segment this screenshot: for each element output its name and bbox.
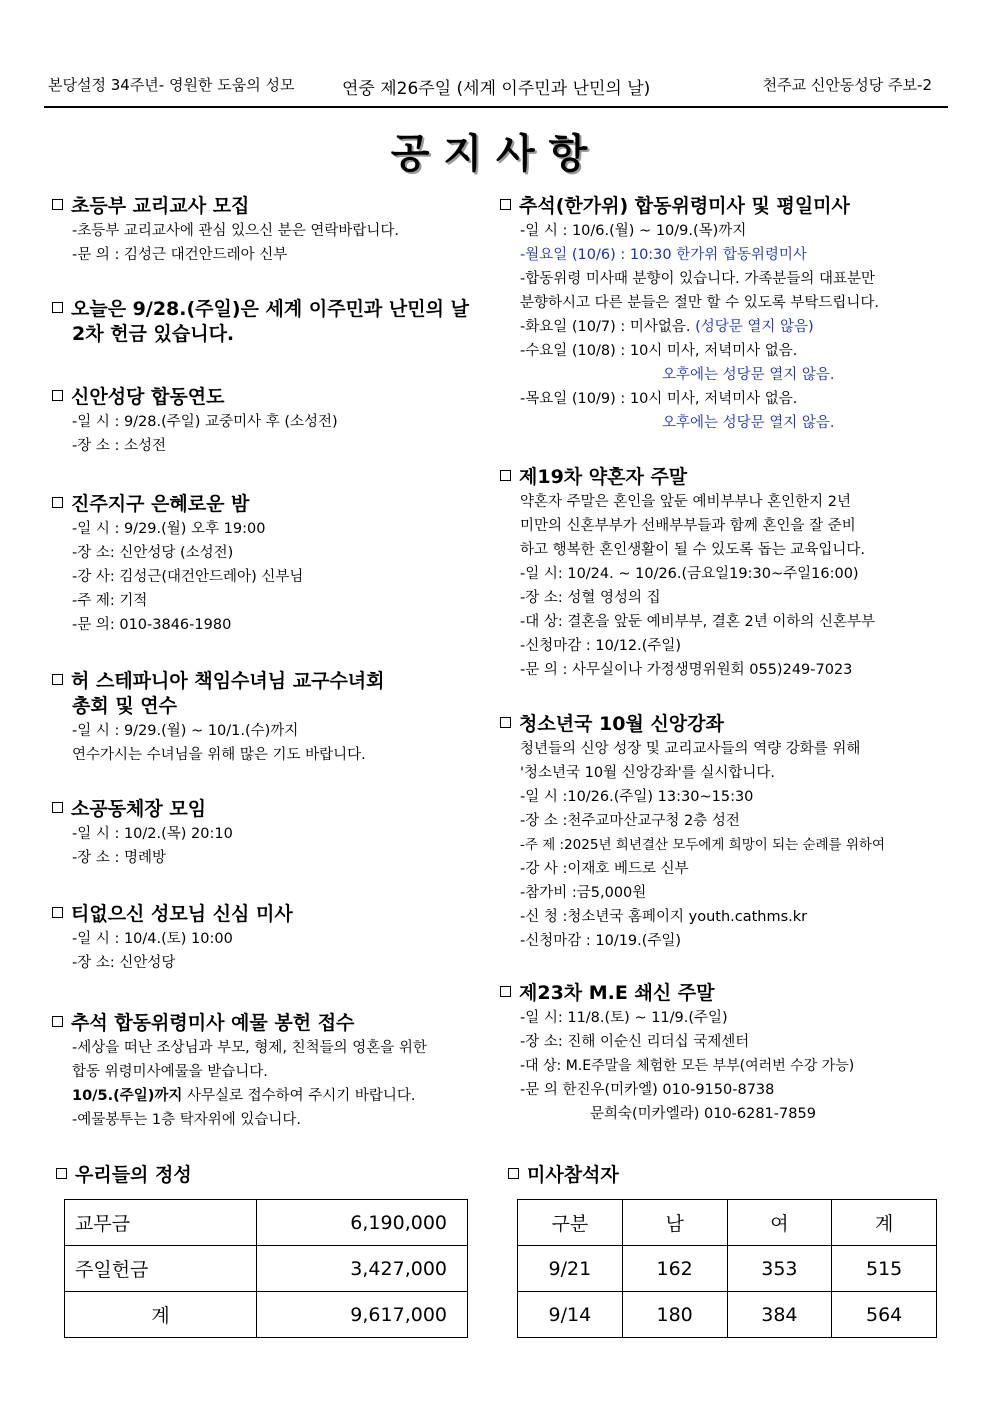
offering-value: 3,427,000 (257, 1246, 468, 1292)
section-title: 허 스테파니아 책임수녀님 교구수녀회 (71, 670, 385, 692)
notice-line: -일 시 : 10/6.(월) ~ 10/9.(목)까지 (520, 223, 747, 239)
table-cell: 515 (832, 1246, 937, 1292)
notice-line: -합동위령 미사때 분향이 있습니다. 가족분들의 대표분만 (520, 271, 876, 287)
section-title: 추석(한가위) 합동위령미사 및 평일미사 (519, 195, 850, 217)
table-cell: 384 (727, 1292, 832, 1338)
section-title-cont: 2차 헌금 있습니다. (72, 323, 235, 345)
checkbox-icon (500, 199, 511, 210)
notice-line: -목요일 (10/9) : 10시 미사, 저녁미사 없음. (520, 391, 798, 407)
notice-line: 분향하시고 다른 분들은 절만 할 수 있도록 부탁드립니다. (520, 295, 880, 311)
section-title: 소공동체장 모임 (71, 798, 207, 820)
notice-line: -장 소: 신안성당 (72, 955, 176, 971)
checkbox-icon (52, 390, 63, 401)
notice-line: -문 의: 010-3846-1980 (72, 617, 232, 633)
deadline-text: 10/5.(주일)까지 (72, 1088, 183, 1104)
section-title: 티없으신 성모님 신심 미사 (71, 903, 293, 925)
notice-line: -예물봉투는 1층 탁자위에 있습니다. (72, 1112, 301, 1128)
notice-youth-lecture (500, 712, 940, 953)
attendance-title-text: 미사참석자 (527, 1164, 619, 1186)
section-title: 제23차 M.E 쇄신 주말 (519, 982, 715, 1004)
notice-line (52, 1084, 492, 1108)
notice-line: -대 상: M.E주말을 체험한 모든 부부(여러번 수강 가능) (520, 1058, 855, 1074)
table-cell: 9/14 (518, 1292, 623, 1338)
right-column (500, 194, 940, 1126)
notice-note: (성당문 열지 않음) (695, 319, 814, 335)
checkbox-icon (52, 199, 63, 210)
table-cell: 162 (622, 1246, 727, 1292)
offering-value: 6,190,000 (257, 1200, 468, 1246)
section-title: 오늘은 9/28.(주일)은 세계 이주민과 난민의 날 (71, 298, 469, 320)
notice-chuseok-mass (500, 194, 940, 435)
header-center: 연중 제26주일 (세계 이주민과 난민의 날) (342, 79, 651, 99)
table-row (518, 1246, 937, 1292)
notice-text: -화요일 (10/7) : 미사없음. (520, 319, 696, 335)
table-row (518, 1292, 937, 1338)
table-header-row (518, 1200, 937, 1246)
notice-line: -장 소: 진해 이순신 리더십 국제센터 (520, 1034, 750, 1050)
table-cell: 564 (832, 1292, 937, 1338)
table-header: 계 (832, 1200, 937, 1246)
notice-line (500, 315, 940, 339)
notice-line: -문 의 한진우(미카엘) 010-9150-8738 (520, 1082, 775, 1098)
notice-line: 미만의 신혼부부가 선배부부들과 함께 혼인을 잘 준비 (520, 518, 856, 534)
notice-line: -일 시 : 9/28.(주일) 교중미사 후 (소성전) (72, 414, 338, 430)
section-title-cont: 총회 및 연수 (72, 695, 177, 717)
notice-sisters-assembly (52, 669, 492, 767)
notice-line: -일 시 : 10/4.(토) 10:00 (72, 931, 233, 947)
notice-line: 청년들의 신앙 성장 및 교리교사들의 역량 강화를 위해 (520, 741, 861, 757)
offering-table (64, 1199, 468, 1338)
attendance-table (517, 1199, 937, 1338)
section-title: 추석 합동위령미사 예물 봉헌 접수 (71, 1012, 355, 1034)
table-row (65, 1200, 468, 1246)
notice-grace-night (52, 492, 492, 637)
offering-value: 9,617,000 (257, 1292, 468, 1338)
notice-line: -세상을 떠난 조상님과 부모, 형제, 친척들의 영혼을 위한 (72, 1040, 427, 1056)
notice-line: -장 소 : 명례방 (72, 850, 166, 866)
notice-line: -수요일 (10/8) : 10시 미사, 저녁미사 없음. (520, 343, 798, 359)
notice-refugee-day (52, 297, 492, 347)
notice-line: 하고 행복한 혼인생활이 될 수 있도록 돕는 교육입니다. (520, 542, 866, 558)
checkbox-icon (500, 986, 511, 997)
notice-line: -장 소 :천주교마산교구청 2층 성전 (520, 813, 740, 829)
notice-line: -신청마감 : 10/19.(주일) (520, 933, 682, 949)
offering-label: 주일헌금 (65, 1246, 257, 1292)
checkbox-icon (56, 1168, 67, 1179)
notice-line: -월요일 (10/6) : 10:30 한가위 합동위령미사 (520, 247, 807, 263)
notice-teacher-recruit (52, 194, 492, 267)
notice-line: -일 시: 11/8.(토) ~ 11/9.(주일) (520, 1010, 728, 1026)
notice-community-meeting (52, 797, 492, 870)
notice-line: -일 시 : 9/29.(월) 오후 19:00 (72, 521, 266, 537)
offering-title-text: 우리들의 정성 (75, 1164, 192, 1186)
table-cell: 353 (727, 1246, 832, 1292)
table-header: 남 (622, 1200, 727, 1246)
table-cell: 180 (622, 1292, 727, 1338)
checkbox-icon (52, 497, 63, 508)
offering-label: 교무금 (65, 1200, 257, 1246)
notice-line: -주 제 :2025년 희년결산 모두에게 희망이 되는 순례를 위하여 (520, 837, 886, 853)
checkbox-icon (508, 1168, 519, 1179)
checkbox-icon (500, 470, 511, 481)
section-title: 제19차 약혼자 주말 (519, 466, 688, 488)
notice-line: 오후에는 성당문 열지 않음. (662, 415, 835, 431)
section-title: 초등부 교리교사 모집 (71, 195, 250, 217)
notice-line: 문희숙(미카엘라) 010-6281-7859 (590, 1106, 816, 1122)
checkbox-icon (52, 302, 63, 313)
notice-memorial-prayer (52, 385, 492, 458)
notice-line: -초등부 교리교사에 관심 있으신 분은 연락바랍니다. (72, 223, 400, 239)
notice-line: -대 상: 결혼을 앞둔 예비부부, 결혼 2년 이하의 신혼부부 (520, 614, 875, 630)
notice-line: -장 소: 성혈 영성의 집 (520, 590, 661, 606)
checkbox-icon (52, 907, 63, 918)
notice-line: '청소년국 10월 신앙강좌'를 실시합니다. (520, 765, 775, 781)
notice-marian-mass (52, 902, 492, 975)
offering-title (56, 1160, 192, 1187)
section-title: 청소년국 10월 신앙강좌 (519, 713, 724, 735)
notice-line: -참가비 :금5,000원 (520, 885, 647, 901)
notice-me-weekend (500, 981, 940, 1126)
notice-line: 합동 위령미사예물을 받습니다. (72, 1064, 268, 1080)
notice-line: 연수가시는 수녀님을 위해 많은 기도 바랍니다. (72, 747, 366, 763)
notice-line: -장 소 : 소성전 (72, 438, 166, 454)
checkbox-icon (500, 717, 511, 728)
notice-line: -문 의 : 사무실이나 가정생명위원회 055)249-7023 (520, 662, 853, 678)
offering-label: 계 (65, 1292, 257, 1338)
header-left: 본당설정 34주년- 영원한 도움의 성모 (48, 76, 295, 94)
notice-line: -일 시 : 9/29.(월) ~ 10/1.(수)까지 (72, 723, 299, 739)
notice-line: -신 청 :청소년국 홈페이지 youth.cathms.kr (520, 909, 808, 925)
table-header: 구분 (518, 1200, 623, 1246)
section-title: 진주지구 은혜로운 밤 (71, 493, 250, 515)
notice-line: -일 시 :10/26.(주일) 13:30~15:30 (520, 789, 754, 805)
notice-line: -신청마감 : 10/12.(주일) (520, 638, 682, 654)
attendance-title (508, 1160, 619, 1187)
notice-engaged-weekend (500, 465, 940, 682)
notice-offering-intake (52, 1011, 492, 1132)
checkbox-icon (52, 1016, 63, 1027)
notice-line: -문 의 : 김성근 대건안드레아 신부 (72, 247, 288, 263)
page-title: 공지사항 (390, 131, 602, 177)
notice-line: 오후에는 성당문 열지 않음. (662, 367, 835, 383)
section-title: 신안성당 합동연도 (71, 386, 225, 408)
table-header: 여 (727, 1200, 832, 1246)
notice-line: -강 사: 김성근(대건안드레아) 신부님 (72, 569, 304, 585)
notice-line: -강 사 :이재호 베드로 신부 (520, 861, 689, 877)
header-right: 천주교 신안동성당 주보-2 (762, 76, 932, 94)
notice-text: 사무실로 접수하여 주시기 바랍니다. (182, 1088, 416, 1104)
checkbox-icon (52, 674, 63, 685)
left-column (52, 194, 492, 1132)
table-cell: 9/21 (518, 1246, 623, 1292)
notice-line: 약혼자 주말은 혼인을 앞둔 예비부부나 혼인한지 2년 (520, 494, 852, 510)
table-row (65, 1246, 468, 1292)
checkbox-icon (52, 802, 63, 813)
table-row (65, 1292, 468, 1338)
notice-line: -일 시: 10/24. ~ 10/26.(금요일19:30~주일16:00) (520, 566, 859, 582)
notice-line: -주 제: 기적 (72, 593, 148, 609)
bulletin-header (44, 74, 948, 108)
notice-line: -일 시 : 10/2.(목) 20:10 (72, 826, 233, 842)
notice-line: -장 소: 신안성당 (소성전) (72, 545, 234, 561)
